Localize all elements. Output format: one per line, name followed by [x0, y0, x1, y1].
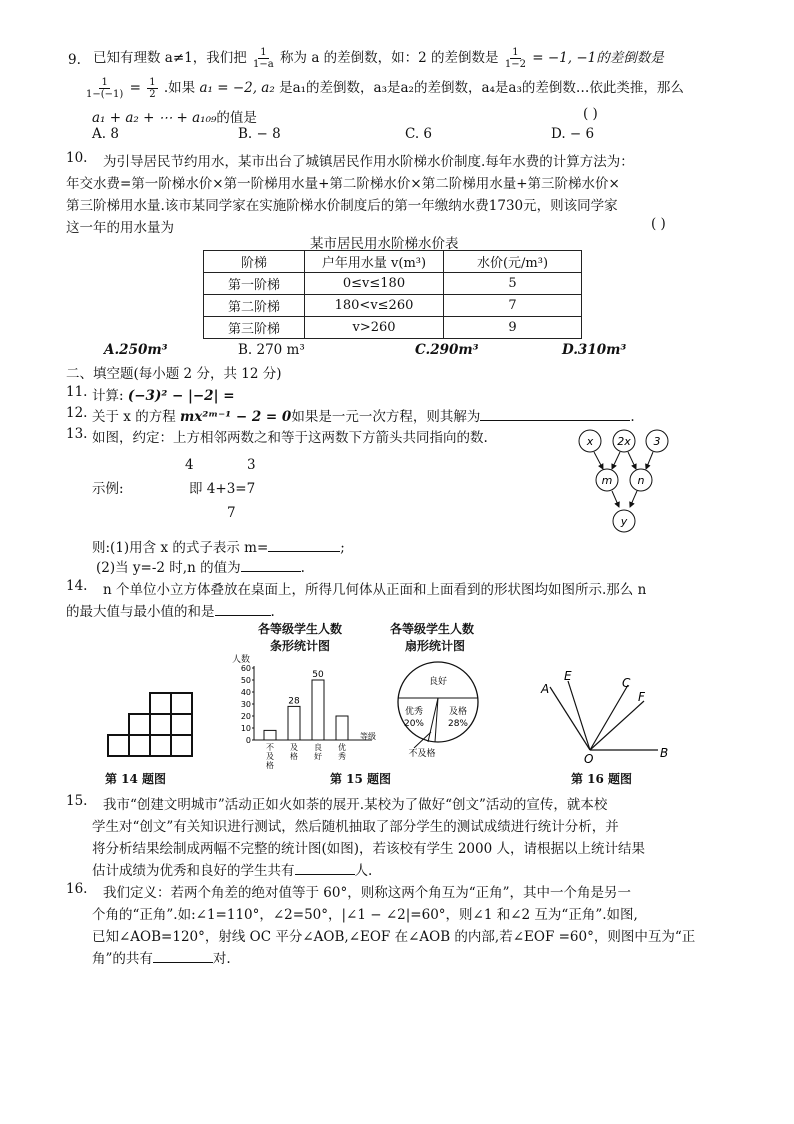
category-label: 不 — [266, 743, 274, 752]
q13-text: 如图，约定：上方相邻两数之和等于这两数下方箭头共同指向的数. — [92, 430, 488, 446]
q13-arrow-diagram — [570, 428, 690, 540]
y-tick-label: 30 — [240, 700, 251, 709]
q13-example-top-right: 3 — [247, 457, 256, 473]
q9-text: = −1, −1的差倒数是 — [532, 50, 664, 66]
label-e: E — [564, 669, 572, 683]
pie-chart — [384, 652, 496, 762]
table-cell: 180<v≤260 — [305, 295, 444, 317]
category-label: 良 — [314, 743, 322, 752]
category-label: 及 — [290, 743, 298, 752]
q10-answer-paren: ( ) — [651, 216, 666, 232]
caption-fig15: 第 15 题图 — [330, 772, 392, 786]
q9-option-c: C. 6 — [405, 126, 433, 142]
q9-text: 是a₁的差倒数，a₃是a₂的差倒数，a₄是a₃的差倒数…依此类推，那么 — [279, 80, 684, 96]
q9-number: 9. — [68, 52, 81, 68]
q11-number: 11. — [66, 384, 88, 400]
bar-1 — [288, 706, 300, 740]
node-x: x — [586, 435, 594, 448]
q15-line2: 学生对“创文”有关知识进行测试，然后随机抽取了部分学生的测试成绩进行统计分析，并 — [92, 819, 619, 835]
q9-text: 已知有理数 a≠1，我们把 — [93, 50, 247, 66]
table-cell: v>260 — [305, 317, 444, 339]
bar-3 — [336, 716, 348, 740]
q9-option-d: D. − 6 — [551, 126, 595, 142]
pie-pct-pass: 28% — [447, 719, 469, 729]
table-cell: 0≤v≤180 — [305, 273, 444, 295]
q16-line4: 角”的共有 对. — [92, 951, 231, 967]
q9-fraction: $\frac{1}{2}$ — [149, 77, 156, 100]
y-tick-label: 60 — [240, 664, 251, 673]
bar-chart-title: 各等级学生人数 — [258, 622, 343, 636]
q14-line1: n 个单位小立方体叠放在桌面上，所得几何体从正面和上面看到的形状图均如图所示.那么 n — [103, 582, 647, 598]
q10-option-c: C.290m³ — [415, 342, 479, 358]
pie-label-pass: 及格 — [448, 707, 468, 717]
q12-text: 关于 x 的方程 mx²ᵐ⁻¹ − 2 = 0如果是一元一次方程，则其解为 . — [92, 409, 635, 425]
label-o: O — [584, 752, 594, 766]
x-axis-unit: 等级 — [360, 732, 376, 741]
q10-line2: 年交水费=第一阶梯水价×第一阶梯用水量+第二阶梯水价×第二阶梯用水量+第三阶梯水价× — [66, 176, 620, 192]
table-cell: 第一阶梯 — [204, 273, 305, 295]
table-row — [204, 273, 582, 295]
q9-line1 — [93, 46, 664, 70]
q10-option-a: A.250m³ — [104, 342, 168, 358]
fig14-cube-view — [100, 685, 200, 765]
q15-answer-blank[interactable] — [295, 861, 355, 875]
category-label: 及 — [266, 752, 274, 761]
node-2x: 2x — [617, 435, 631, 448]
q15-line1: 我市“创建文明城市”活动正如火如荼的展开.某校为了做好“创文”活动的宣传，就本校 — [103, 797, 608, 813]
water-price-table — [203, 250, 582, 339]
q15-line4: 估计成绩为优秀和良好的学生共有 人. — [92, 863, 373, 879]
y-tick-label: 40 — [240, 688, 251, 697]
node-m: m — [601, 474, 613, 487]
label-f: F — [638, 690, 645, 704]
table-header-row — [204, 251, 582, 273]
q9-option-a: A. 8 — [92, 126, 119, 142]
category-label: 秀 — [338, 752, 346, 761]
label-b: B — [660, 746, 669, 760]
q9-formula: a₁ = −2, a₂ — [199, 80, 275, 96]
bar-chart — [228, 652, 380, 770]
q10-option-b: B. 270 m³ — [238, 342, 305, 358]
node-y: y — [620, 515, 628, 528]
q10-line4: 这一年的用水量为 — [66, 220, 174, 236]
category-label: 格 — [290, 752, 298, 761]
fig16-angle-diagram — [538, 665, 678, 765]
bar-0 — [264, 730, 276, 740]
q13-answer-blank-1[interactable] — [268, 538, 340, 552]
q14-line2: 的最大值与最小值的和是 . — [66, 604, 275, 620]
q13-number: 13. — [66, 426, 88, 442]
pie-label-good: 良好 — [428, 677, 448, 687]
q16-line2: 个角的“正角”.如:∠1=110°，∠2=50°，|∠1 − ∠2|=60°，则∠1 和∠2 互为“正角”.如图, — [92, 907, 638, 923]
table-header: 水价(元/m³) — [444, 251, 582, 273]
q10-number: 10. — [66, 150, 88, 166]
table-cell: 7 — [444, 295, 582, 317]
q14-number: 14. — [66, 578, 88, 594]
q9-line3: a₁ + a₂ + ⋯ + a₁₀₉的值是 — [92, 110, 257, 126]
node-n: n — [637, 474, 645, 487]
q16-answer-blank[interactable] — [153, 949, 213, 963]
q9-line2: $\frac{1}{1-(-1)}$ = $\frac{1}{2}$ .如果 a₁ = −2, a₂ 是a₁的差倒数，a₃是a₂的差倒数，a₄是a₃的差倒数…依此类推，那么 — [86, 77, 684, 100]
q13-part1: 则:(1)用含 x 的式子表示 m= ; — [92, 540, 345, 556]
q13-example-top-left: 4 — [185, 457, 194, 473]
q10-line3: 第三阶梯用水量.该市某同学家在实施阶梯水价制度后的第一年缴纳水费1730元，则该同学家 — [66, 198, 618, 214]
category-label: 好 — [314, 752, 322, 761]
q9-fraction: $\frac{1}{1-a}$ — [253, 47, 274, 70]
table-header: 户年用水量 v(m³) — [305, 251, 444, 273]
table-row — [204, 295, 582, 317]
y-tick-label: 50 — [240, 676, 251, 685]
y-axis-unit: 人数 — [232, 655, 251, 665]
q13-example-bottom: 7 — [227, 505, 236, 521]
bar-value-label: 50 — [312, 670, 324, 680]
q13-part2: (2)当 y=-2 时,n 的值为 . — [96, 560, 305, 576]
q9-text: 称为 a 的差倒数，如：2 的差倒数是 — [280, 50, 499, 66]
table-cell: 第三阶梯 — [204, 317, 305, 339]
q15-line3: 将分析结果绘制成两幅不完整的统计图(如图)，若该校有学生 2000 人，请根据以上统计结果 — [92, 841, 645, 857]
bar-2 — [312, 680, 324, 740]
q10-line1: 为引导居民节约用水，某市出台了城镇居民作用水阶梯水价制度.每年水费的计算方法为： — [103, 154, 634, 170]
q14-answer-blank[interactable] — [215, 602, 271, 616]
q9-answer-paren: ( ) — [583, 106, 598, 122]
table-cell: 9 — [444, 317, 582, 339]
q15-number: 15. — [66, 793, 88, 809]
pie-pct-excellent: 20% — [403, 719, 425, 729]
q12-equation: mx²ᵐ⁻¹ − 2 = 0 — [180, 409, 292, 425]
section-title: 二、填空题(每小题 2 分，共 12 分) — [66, 366, 282, 382]
pie-chart-subtitle: 扇形统计图 — [405, 639, 466, 653]
bar-value-label: 28 — [288, 696, 300, 707]
pie-label-excellent: 优秀 — [404, 707, 424, 717]
q10-option-d: D.310m³ — [562, 342, 627, 358]
pie-chart-title: 各等级学生人数 — [390, 622, 475, 636]
q11-text: 计算: (−3)² − |−2| = — [92, 388, 235, 404]
q9-option-b: B. − 8 — [238, 126, 281, 142]
q12-number: 12. — [66, 405, 88, 421]
node-3: 3 — [653, 435, 661, 448]
q16-line1: 我们定义：若两个角差的绝对值等于 60°，则称这两个角互为“正角”，其中一个角是另一 — [103, 885, 632, 901]
q9-fraction: $\frac{1}{1-2}$ — [504, 47, 526, 70]
q9-sum: a₁ + a₂ + ⋯ + a₁₀₉ — [92, 110, 217, 126]
table-header: 阶梯 — [204, 251, 305, 273]
pie-label-fail: 不及格 — [408, 749, 436, 759]
y-tick-label: 20 — [240, 712, 251, 721]
q11-expression: (−3)² − |−2| = — [127, 388, 235, 404]
q12-answer-blank[interactable] — [480, 407, 630, 421]
caption-fig16: 第 16 题图 — [571, 772, 633, 786]
category-label: 优 — [338, 743, 346, 752]
label-a: A — [541, 682, 550, 696]
category-label: 格 — [266, 761, 274, 770]
q13-example-eq: 即 4+3=7 — [189, 481, 256, 497]
q13-answer-blank-2[interactable] — [241, 558, 301, 572]
q16-number: 16. — [66, 881, 88, 897]
y-tick-label: 0 — [245, 736, 251, 745]
table-cell: 5 — [444, 273, 582, 295]
y-tick-label: 10 — [240, 724, 251, 733]
table-cell: 第二阶梯 — [204, 295, 305, 317]
label-c: C — [622, 676, 631, 690]
caption-fig14: 第 14 题图 — [105, 772, 167, 786]
q9-fraction: $\frac{1}{1-(-1)}$ — [86, 77, 124, 100]
bar-chart-subtitle: 条形统计图 — [270, 639, 331, 653]
q16-line3: 已知∠AOB=120°，射线 OC 平分∠AOB,∠EOF 在∠AOB 的内部,若∠EOF =60°，则图中互为“正 — [92, 929, 696, 945]
q10-table-title: 某市居民用水阶梯水价表 — [310, 236, 459, 252]
table-row — [204, 317, 582, 339]
q13-example-label: 示例: — [92, 481, 124, 497]
